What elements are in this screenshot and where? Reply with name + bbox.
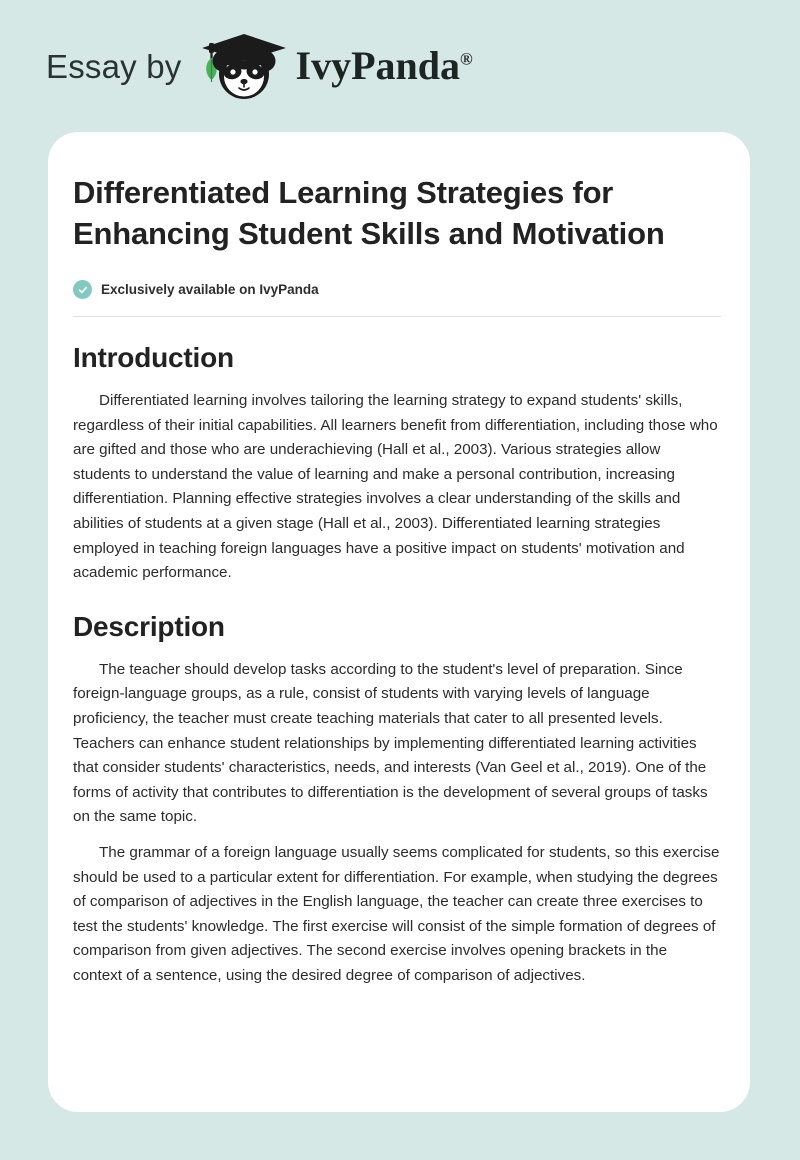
brand-header <box>0 0 800 132</box>
exclusivity-label: Exclusively available on IvyPanda <box>101 281 319 297</box>
section-heading-description: Description <box>73 610 225 642</box>
registered-trademark-mark: ® <box>460 49 473 69</box>
header-divider <box>73 316 721 317</box>
essay-card <box>48 132 750 1112</box>
exclusivity-badge <box>73 280 720 299</box>
page-title: Differentiated Learning Strategies for Enhancing Student Skills and Motivation <box>73 175 665 251</box>
paragraph: The teacher should develop tasks according to the student's level of preparation. Since foreign-language groups, as a rule, consist of students with varying levels of language proficiency, the teacher must create teaching materials that cater to all presented levels. Teachers can enhance student relationships by implementing differentiated learning activities that consider students' characteristics, needs, and interests (Van Geel et al., 2019). One of the forms of activity that contributes to differentiation is the development of several groups of tasks on the same topic. <box>73 660 708 826</box>
paragraph: Differentiated learning involves tailoring the learning strategy to expand students' skills, regardless of their initial capabilities. All learners benefit from differentiation, including those who are gifted and those who are underachieving (Hall et al., 2003). Various strategies allow students to understand the value of learning and make a personal contribution, increasing differentiation. Planning effective strategies involves a clear understanding of the skills and abilities of students at a given stage (Hall et al., 2003). Differentiated learning strategies employed in teaching foreign languages have a positive impact on students' motivation and academic performance. <box>73 392 718 582</box>
section-heading-introduction: Introduction <box>73 342 234 373</box>
ivypanda-logo[interactable] <box>198 30 473 102</box>
check-circle-icon <box>73 280 92 299</box>
panda-graduate-logo-icon <box>198 30 290 102</box>
paragraph: The grammar of a foreign language usually seems complicated for students, so this exercise should be used to a particular extent for differentiation. For example, when studying the degrees of comparison of adjectives in the English language, the teacher can create three exercises to test the students' knowledge. The first exercise will consist of the simple formation of degrees of comparison from given adjectives. The second exercise involves opening brackets in the context of a sentence, using the desired degree of comparison of adjectives. <box>73 843 720 984</box>
essay-by-label: Essay by <box>46 47 182 85</box>
brand-wordmark: IvyPanda® <box>295 43 473 88</box>
